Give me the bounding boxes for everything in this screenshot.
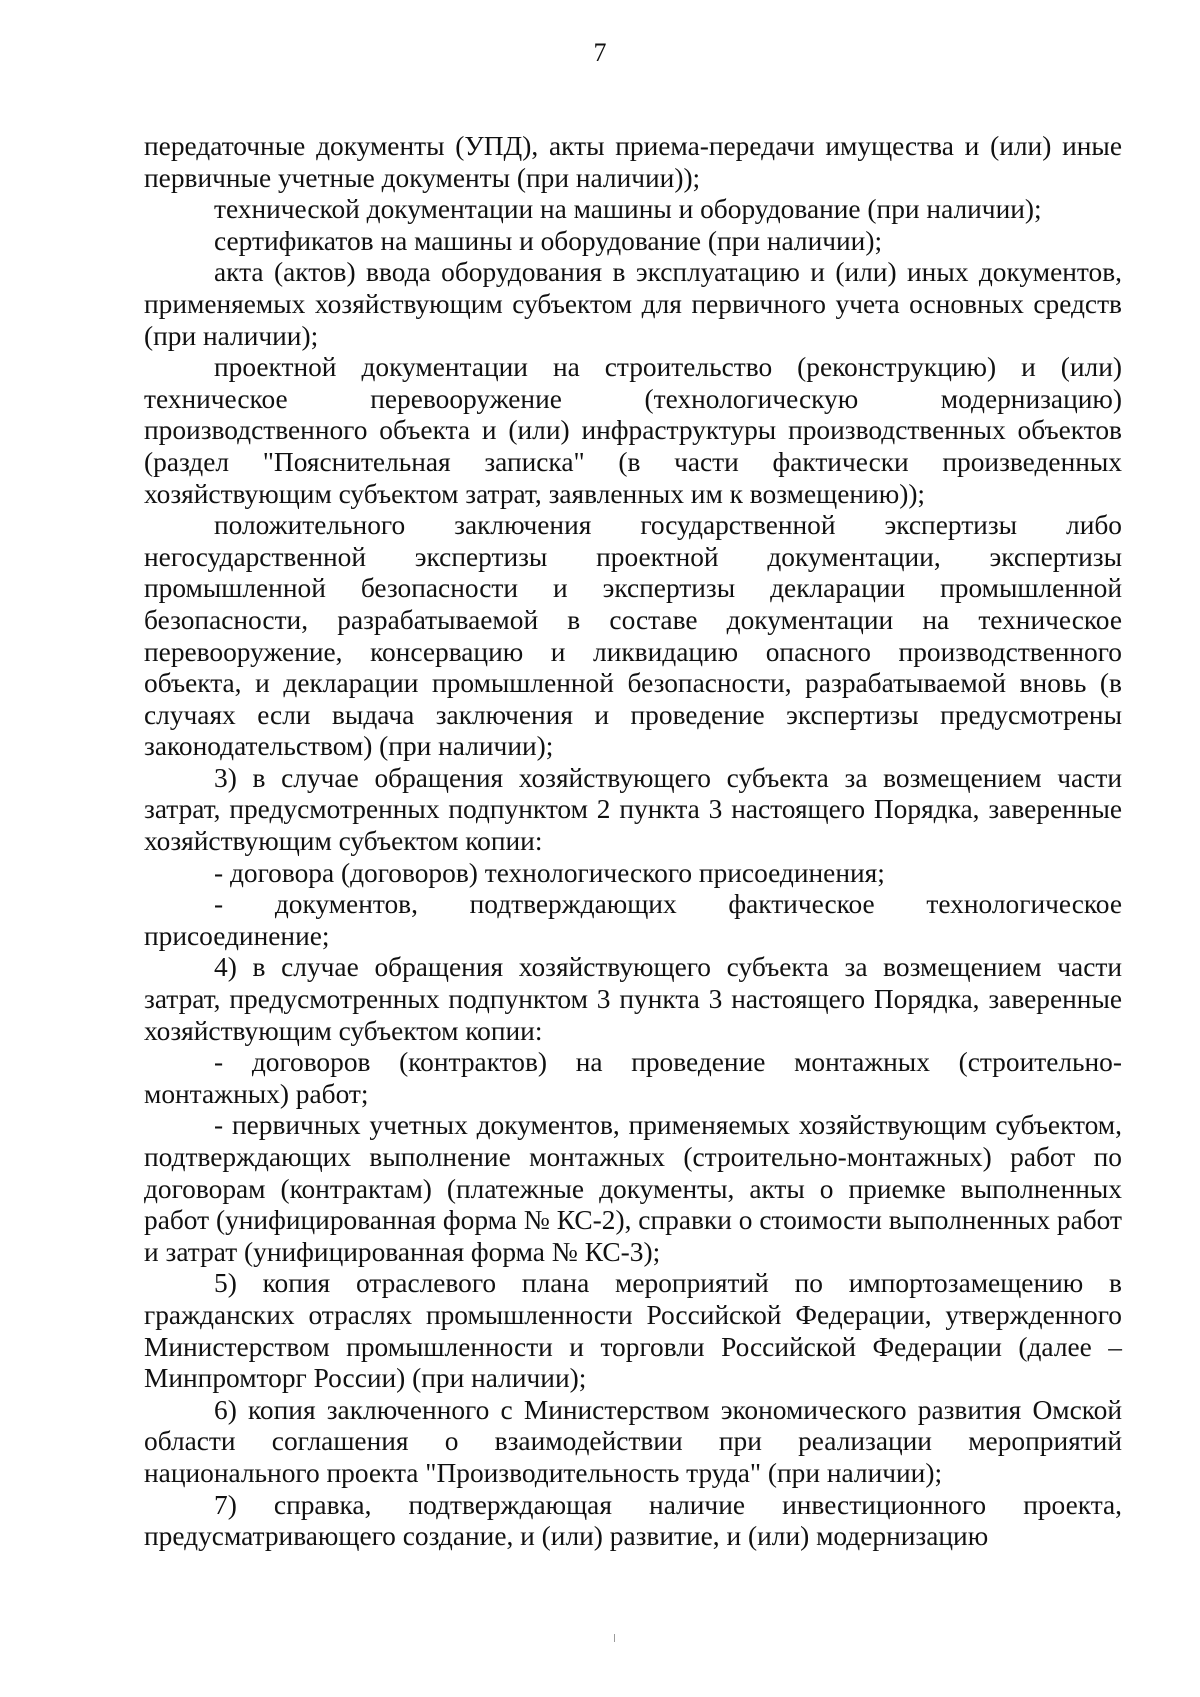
paragraph-expertise-conclusion: положительного заключения государственной экспертизы либо негосударственной экспертизы проектной документации, экспертизы промышленной безопасности и экспертизы декларации промышленной безопасности, разрабатываемой в составе документации на техническое перевооружение, консервацию и ликвидацию опасного производственного объекта, и декларации промышленной безопасности, разрабатываемой вновь (в случаях если выдача заключения и проведение экспертизы предусмотрены законодательством) (при наличии); [144, 510, 1122, 762]
scan-artifact-mark [614, 1634, 615, 1642]
paragraph-commissioning-acts: акта (актов) ввода оборудования в эксплуатацию и (или) иных документов, применяемых хозяйствующим субъектом для первичного учета основных средств (при наличии); [144, 257, 1122, 351]
paragraph-transfer-documents: передаточные документы (УПД), акты приема-передачи имущества и (или) иные первичные учетные документы (при наличии)); [144, 131, 1122, 193]
page-number: 7 [593, 38, 607, 67]
paragraph-primary-documents: - первичных учетных документов, применяемых хозяйствующим субъектом, подтверждающих выполнение монтажных (строительно-монтажных) работ по договорам (контрактам) (платежные документы, акты о приемке выполненных работ (унифицированная форма № КС-2), справки о стоимости выполненных работ и затрат (унифицированная форма № КС-3); [144, 1110, 1122, 1267]
paragraph-item-7: 7) справка, подтверждающая наличие инвестиционного проекта, предусматривающего создание, и (или) развитие, и (или) модернизацию [144, 1489, 1122, 1552]
paragraph-item-5: 5) копия отраслевого плана мероприятий по импортозамещению в гражданских отраслях промышленности Российской Федерации, утвержденного Министерством промышленности и торговли Российской Федерации (далее – Минпромторг России) (при наличии); [144, 1268, 1122, 1394]
paragraph-item-3: 3) в случае обращения хозяйствующего субъекта за возмещением части затрат, предусмотренных подпунктом 2 пункта 3 настоящего Порядка, заверенные хозяйствующим субъектом копии: [144, 762, 1122, 857]
paragraph-connection-contract: - договора (договоров) технологического присоединения; [214, 857, 885, 888]
paragraph-connection-documents: - документов, подтверждающих фактическое технологическое присоединение; [144, 889, 1122, 951]
document-body [144, 131, 1122, 1553]
paragraph-certificates: сертификатов на машины и оборудование (при наличии); [214, 225, 883, 256]
paragraph-technical-documentation: технической документации на машины и оборудование (при наличии); [214, 194, 1042, 225]
paragraph-installation-contracts: - договоров (контрактов) на проведение монтажных (строительно-монтажных) работ; [144, 1047, 1122, 1109]
paragraph-item-4: 4) в случае обращения хозяйствующего субъекта за возмещением части затрат, предусмотренных подпунктом 3 пункта 3 настоящего Порядка, заверенные хозяйствующим субъектом копии: [144, 952, 1122, 1046]
paragraph-item-6: 6) копия заключенного с Министерством экономического развития Омской области соглашения о взаимодействии при реализации мероприятий национального проекта "Производительность труда" (при наличии); [144, 1394, 1122, 1488]
paragraph-project-documentation: проектной документации на строительство (реконструкцию) и (или) техническое перевооружение (технологическую модернизацию) производственного объекта и (или) инфраструктуры производственных объектов (раздел "Пояснительная записка" (в части фактически произведенных хозяйствующим субъектом затрат, заявленных им к возмещению)); [144, 352, 1122, 509]
